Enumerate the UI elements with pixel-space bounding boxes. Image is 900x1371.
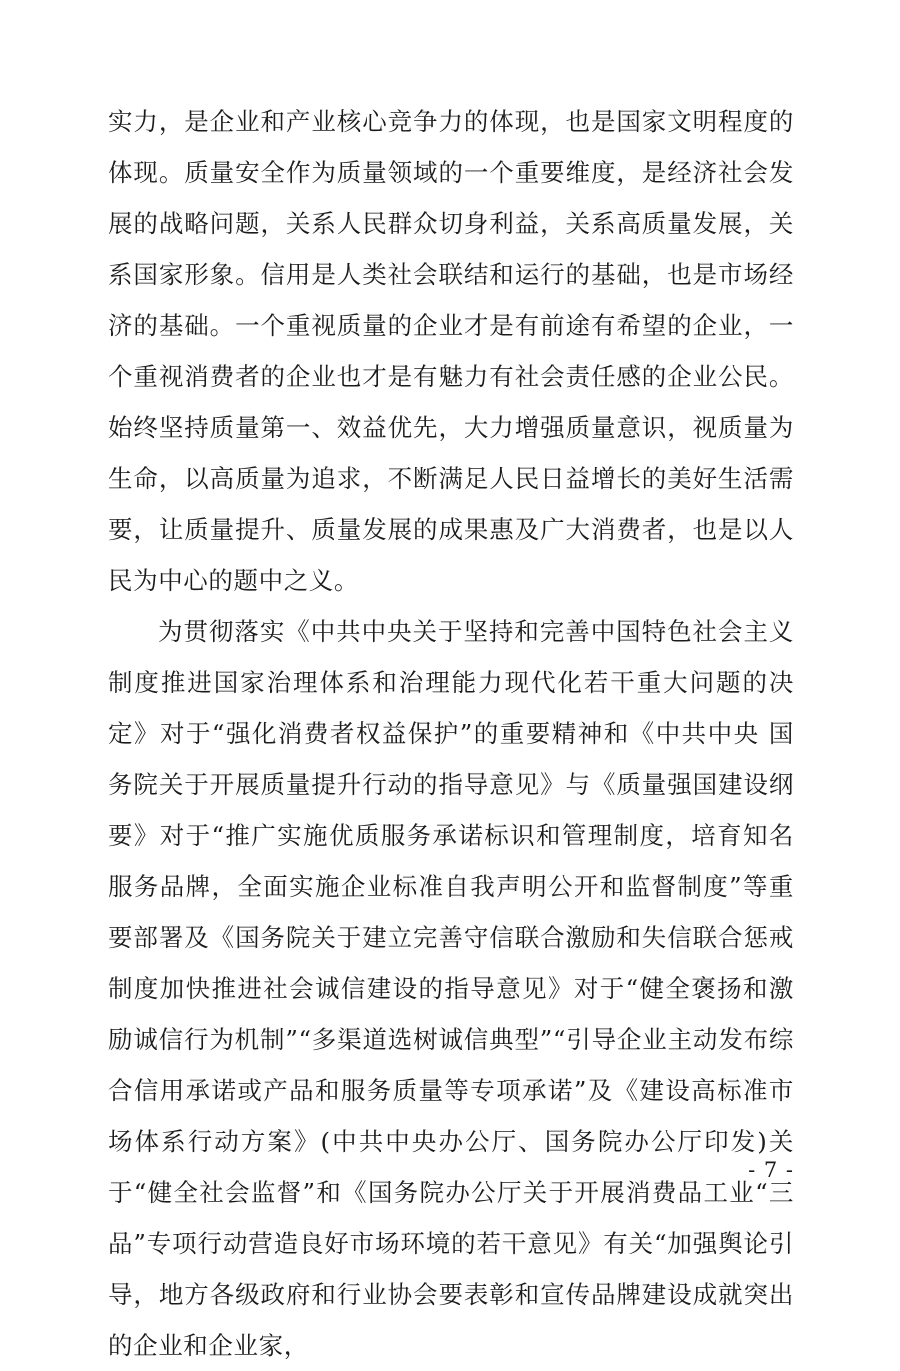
paragraph-continuation: 实力，是企业和产业核心竞争力的体现，也是国家文明程度的体现。质量安全作为质量领域的一个重要维度，是经济社会发展的战略问题，关系人民群众切身利益，关系高质量发展，关系国家形象。信用是人类社会联结和运行的基础，也是市场经济的基础。一个重视质量的企业才是有前途有希望的企业，一个重视消费者的企业也才是有魅力有社会责任感的企业公民。始终坚持质量第一、效益优先，大力增强质量意识，视质量为生命，以高质量为追求，不断满足人民日益增长的美好生活需要，让质量提升、质量发展的成果惠及广大消费者，也是以人民为中心的题中之义。 xyxy=(108,107,794,595)
page-number: - 7 - xyxy=(748,1158,794,1182)
paragraph-policy-implementation: 为贯彻落实《中共中央关于坚持和完善中国特色社会主义制度推进国家治理体系和治理能力现代化若干重大问题的决定》对于“强化消费者权益保护”的重要精神和《中共中央 国务院关于开展质量提升行动的指导意见》与《质量强国建设纲要》对于“推广实施优质服务承诺标识和管理制度，培育知名服务品牌，全面实施企业标准自我声明公开和监督制度”等重要部署及《国务院关于建立完善守信联合激励和失信联合惩戒制度加快推进社会诚信建设的指导意见》对于“健全褒扬和激励诚信行为机制”“多渠道选树诚信典型”“引导企业主动发布综合信用承诺或产品和服务质量等专项承诺”及《建设高标准市场体系行动方案》(中共中央办公厅、国务院办公厅印发)关于“健全社会监督”和《国务院办公厅关于开展消费品工业“三品”专项行动营造良好市场环境的若干意见》有关“加强舆论引导，地方各级政府和行业协会要表彰和宣传品牌建设成就突出的企业和企业家， xyxy=(108,617,794,1360)
page-body xyxy=(108,96,794,1371)
